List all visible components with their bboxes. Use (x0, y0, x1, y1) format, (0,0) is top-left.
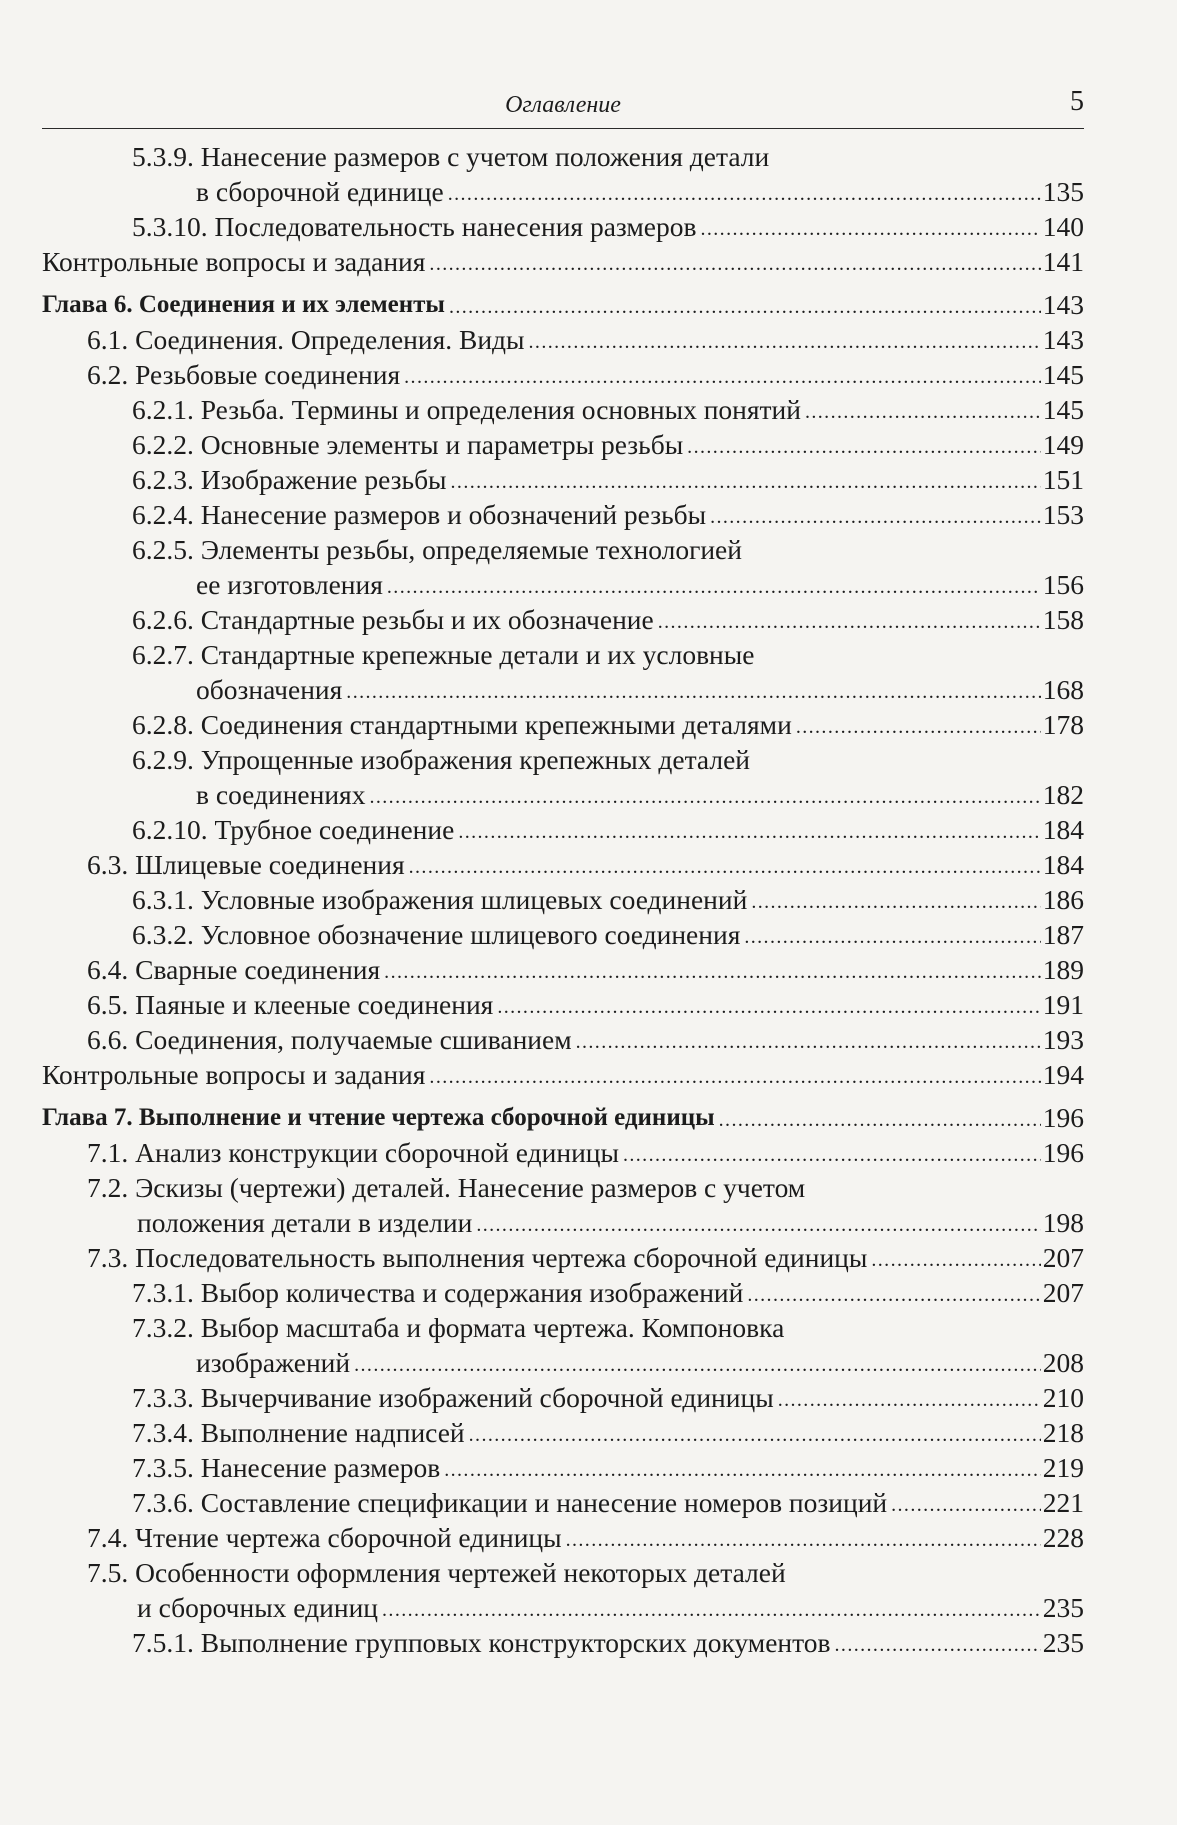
toc-entry-number: 6.2.8. (132, 709, 194, 740)
toc-entry-page: 153 (1042, 499, 1084, 530)
dot-leader (871, 1240, 1040, 1275)
table-of-contents (42, 139, 1084, 1660)
toc-entry-number: 6.4. (87, 954, 129, 985)
dot-leader (658, 602, 1041, 637)
dot-leader (778, 1380, 1041, 1415)
toc-entry-number: 7.3.1. (132, 1277, 194, 1308)
toc-entry-title: Шлицевые соединения (135, 849, 405, 880)
dot-leader (476, 1205, 1040, 1240)
toc-entry[interactable] (42, 567, 1084, 602)
toc-entry-page: 196 (1042, 1102, 1084, 1133)
toc-entry-label (87, 1022, 572, 1057)
toc-entry-title: Анализ конструкции сборочной единицы (135, 1137, 619, 1168)
toc-entry[interactable] (42, 1520, 1084, 1555)
toc-entry[interactable] (42, 462, 1084, 497)
toc-entry[interactable] (42, 1345, 1084, 1380)
toc-entry-title: Нанесение размеров (200, 1452, 441, 1483)
toc-entry-title: Соединения стандартными крепежными деталями (200, 709, 792, 740)
toc-entry-title: Глава 7. Выполнение и чтение чертежа сборочной единицы (42, 1104, 715, 1131)
toc-entry-number: 7.3.2. (132, 1312, 194, 1343)
dot-leader (382, 1590, 1041, 1625)
dot-leader (700, 209, 1040, 244)
toc-entry-number: 6.2.3. (132, 464, 194, 495)
toc-entry-page: 191 (1042, 989, 1084, 1020)
toc-entry-number: 6.5. (87, 989, 129, 1020)
dot-leader (805, 392, 1041, 427)
toc-entry-label (132, 882, 747, 917)
toc-entry-number: 6.2.1. (132, 394, 194, 425)
toc-entry-title: Соединения. Определения. Виды (135, 324, 525, 355)
toc-entry-label (87, 1520, 562, 1555)
dot-leader (835, 1625, 1041, 1660)
toc-entry-page: 168 (1042, 674, 1084, 705)
toc-entry[interactable] (42, 1485, 1084, 1520)
toc-entry[interactable] (42, 1022, 1084, 1057)
toc-entry[interactable] (42, 392, 1084, 427)
toc-entry[interactable] (42, 812, 1084, 847)
toc-entry-title: Чтение чертежа сборочной единицы (135, 1522, 562, 1553)
dot-leader (458, 812, 1040, 847)
toc-entry-title: Выполнение групповых конструкторских документов (200, 1627, 831, 1658)
toc-entry-page: 143 (1042, 289, 1084, 320)
toc-entry-label (132, 602, 654, 637)
toc-entry[interactable] (42, 497, 1084, 532)
toc-entry-number: 6.2.10. (132, 814, 208, 845)
toc-entry-title: Сварные соединения (135, 954, 381, 985)
toc-entry-page: 149 (1042, 429, 1084, 460)
toc-entry-page: 135 (1042, 176, 1084, 207)
toc-entry-page: 198 (1042, 1207, 1084, 1238)
toc-entry-page: 186 (1042, 884, 1084, 915)
toc-entry-label (132, 392, 801, 427)
toc-entry-number: 5.3.9. (132, 141, 194, 172)
toc-entry-title: Последовательность нанесения размеров (214, 211, 697, 242)
toc-entry-title: Стандартные крепежные детали и их условные (200, 639, 755, 670)
toc-entry-label (132, 1415, 465, 1450)
dot-leader (409, 847, 1041, 882)
toc-entry-title: Резьбовые соединения (135, 359, 401, 390)
toc-entry-label (132, 427, 683, 462)
toc-entry-number: 7.3.3. (132, 1382, 194, 1413)
toc-entry[interactable] (42, 1415, 1084, 1450)
toc-entry-page: 182 (1042, 779, 1084, 810)
dot-leader (687, 427, 1041, 462)
toc-entry-continuation: обозначения (196, 674, 343, 705)
dot-leader (448, 174, 1041, 209)
toc-entry[interactable] (42, 209, 1084, 244)
toc-entry-label (42, 1100, 715, 1135)
toc-entry-number: 7.3.5. (132, 1452, 194, 1483)
toc-entry-label (132, 209, 696, 244)
toc-entry-page: 218 (1042, 1417, 1084, 1448)
toc-entry-page: 145 (1042, 394, 1084, 425)
toc-entry-title: Паяные и клееные соединения (135, 989, 494, 1020)
toc-entry[interactable] (42, 357, 1084, 392)
toc-entry[interactable] (42, 707, 1084, 742)
toc-entry-title: Условное обозначение шлицевого соединения (200, 919, 741, 950)
toc-entry-page: 184 (1042, 849, 1084, 880)
toc-entry-label (132, 1275, 743, 1310)
toc-entry-continuation: в сборочной единице (196, 176, 444, 207)
toc-entry[interactable] (42, 1450, 1084, 1485)
toc-entry-number: 7.2. (87, 1172, 129, 1203)
toc-entry-title: Выбор количества и содержания изображений (200, 1277, 744, 1308)
toc-entry-number: 6.3. (87, 849, 129, 880)
dot-leader (497, 987, 1040, 1022)
toc-entry-label (87, 987, 493, 1022)
dot-leader (451, 462, 1041, 497)
toc-entry-page: 228 (1042, 1522, 1084, 1553)
toc-entry-label (132, 462, 447, 497)
toc-entry-page: 207 (1042, 1242, 1084, 1273)
toc-entry-label (42, 1057, 425, 1092)
toc-entry-title: Условные изображения шлицевых соединений (200, 884, 748, 915)
toc-entry[interactable] (42, 952, 1084, 987)
toc-entry[interactable] (42, 917, 1084, 952)
toc-entry-number: 6.2.4. (132, 499, 194, 530)
dot-leader (529, 322, 1041, 357)
toc-entry[interactable] (42, 322, 1084, 357)
toc-entry-number: 7.1. (87, 1137, 129, 1168)
toc-entry-label (87, 952, 380, 987)
dot-leader (796, 707, 1041, 742)
toc-entry-title: Изображение резьбы (200, 464, 447, 495)
toc-entry-page: 141 (1042, 246, 1084, 277)
toc-entry[interactable] (42, 1057, 1084, 1092)
toc-entry-line (42, 637, 1084, 672)
toc-entry-label (132, 812, 454, 847)
toc-entry-title: Глава 6. Соединения и их элементы (42, 291, 445, 318)
toc-entry[interactable] (42, 174, 1084, 209)
toc-entry-label (132, 1380, 774, 1415)
toc-entry-page: 193 (1042, 1024, 1084, 1055)
toc-entry[interactable] (42, 602, 1084, 637)
toc-entry[interactable] (42, 1380, 1084, 1415)
toc-entry-page: 151 (1042, 464, 1084, 495)
toc-entry-line (42, 1170, 1084, 1205)
toc-entry-title: Контрольные вопросы и задания (42, 1059, 426, 1090)
toc-entry-page: 219 (1042, 1452, 1084, 1483)
toc-entry-number: 7.5.1. (132, 1627, 194, 1658)
toc-entry-line (42, 1310, 1084, 1345)
toc-entry-title: Последовательность выполнения чертежа сборочной единицы (135, 1242, 868, 1273)
toc-entry-title: Эскизы (чертежи) деталей. Нанесение размеров с учетом (135, 1172, 806, 1203)
header-title: Оглавление (505, 92, 621, 118)
toc-entry-number: 7.3. (87, 1242, 129, 1273)
toc-entry-title: Нанесение размеров и обозначений резьбы (200, 499, 707, 530)
toc-entry-label (87, 847, 405, 882)
toc-entry-number: 6.2.9. (132, 744, 194, 775)
dot-leader (429, 1057, 1040, 1092)
toc-entry[interactable] (42, 1625, 1084, 1660)
toc-entry[interactable] (42, 244, 1084, 279)
toc-entry[interactable] (42, 987, 1084, 1022)
toc-entry-number: 7.3.4. (132, 1417, 194, 1448)
toc-chapter-entry[interactable] (42, 1100, 1084, 1135)
toc-entry[interactable] (42, 1240, 1084, 1275)
toc-entry-page: 158 (1042, 604, 1084, 635)
dot-leader (369, 777, 1040, 812)
toc-entry-label (132, 1625, 831, 1660)
toc-entry-number: 6.2.5. (132, 534, 194, 565)
dot-leader (751, 882, 1040, 917)
toc-entry-number: 6.2.6. (132, 604, 194, 635)
toc-entry-title: Выбор масштаба и формата чертежа. Компоновка (200, 1312, 785, 1343)
toc-entry[interactable] (42, 1590, 1084, 1625)
toc-entry-number: 7.5. (87, 1557, 129, 1588)
toc-entry-page: 189 (1042, 954, 1084, 985)
dot-leader (346, 672, 1040, 707)
toc-entry-label (87, 357, 400, 392)
toc-entry-continuation: и сборочных единиц (137, 1592, 379, 1623)
dot-leader (469, 1415, 1041, 1450)
dot-leader (354, 1345, 1041, 1380)
toc-entry-number: 6.2.2. (132, 429, 194, 460)
toc-entry[interactable] (42, 847, 1084, 882)
toc-entry[interactable] (42, 1205, 1084, 1240)
toc-entry-number: 6.3.2. (132, 919, 194, 950)
dot-leader (623, 1135, 1041, 1170)
toc-entry-label (132, 1485, 887, 1520)
toc-entry-label (87, 1135, 619, 1170)
dot-leader (891, 1485, 1041, 1520)
toc-entry-continuation: изображений (196, 1347, 351, 1378)
toc-entry-label (132, 707, 792, 742)
toc-entry-page: 140 (1042, 211, 1084, 242)
toc-entry-label (132, 917, 740, 952)
toc-entry-title: Резьба. Термины и определения основных понятий (200, 394, 801, 425)
toc-entry[interactable] (42, 777, 1084, 812)
toc-entry-title: Выполнение надписей (200, 1417, 465, 1448)
toc-entry-title: Стандартные резьбы и их обозначение (200, 604, 654, 635)
toc-entry-title: Составление спецификации и нанесение номеров позиций (200, 1487, 888, 1518)
toc-entry-title: Упрощенные изображения крепежных деталей (200, 744, 751, 775)
toc-entry[interactable] (42, 1275, 1084, 1310)
toc-entry-page: 184 (1042, 814, 1084, 845)
toc-entry[interactable] (42, 882, 1084, 917)
toc-entry-page: 145 (1042, 359, 1084, 390)
dot-leader (404, 357, 1041, 392)
toc-entry-continuation: ее изготовления (196, 569, 383, 600)
toc-entry-page: 208 (1042, 1347, 1084, 1378)
toc-entry-number: 6.1. (87, 324, 129, 355)
toc-entry-label (132, 1450, 440, 1485)
header-page-number: 5 (1070, 86, 1084, 117)
dot-leader (429, 244, 1040, 279)
toc-entry-label (132, 497, 706, 532)
dot-leader (710, 497, 1041, 532)
toc-entry-label (87, 1240, 867, 1275)
toc-entry-number: 5.3.10. (132, 211, 208, 242)
toc-entry-title: Соединения, получаемые сшиванием (135, 1024, 572, 1055)
toc-entry-line (42, 532, 1084, 567)
toc-entry-page: 194 (1042, 1059, 1084, 1090)
dot-leader (747, 1275, 1040, 1310)
toc-entry-title: Контрольные вопросы и задания (42, 246, 426, 277)
toc-chapter-entry[interactable] (42, 287, 1084, 322)
toc-entry-page: 235 (1042, 1627, 1084, 1658)
toc-entry-page: 235 (1042, 1592, 1084, 1623)
toc-entry-label (42, 287, 445, 322)
toc-entry-page: 210 (1042, 1382, 1084, 1413)
toc-entry-page: 187 (1042, 919, 1084, 950)
toc-entry-continuation: в соединениях (196, 779, 366, 810)
toc-entry-title: Элементы резьбы, определяемые технологией (200, 534, 742, 565)
toc-entry-page: 196 (1042, 1137, 1084, 1168)
toc-entry-number: 6.2. (87, 359, 129, 390)
toc-entry-line (42, 1555, 1084, 1590)
running-header (42, 86, 1084, 129)
dot-leader (719, 1100, 1041, 1135)
toc-entry-number: 6.6. (87, 1024, 129, 1055)
toc-entry-label (42, 244, 425, 279)
dot-leader (744, 917, 1040, 952)
toc-entry-number: 6.3.1. (132, 884, 194, 915)
toc-entry-page: 143 (1042, 324, 1084, 355)
toc-entry-page: 221 (1042, 1487, 1084, 1518)
toc-entry-title: Особенности оформления чертежей некоторых деталей (135, 1557, 786, 1588)
dot-leader (449, 287, 1041, 322)
toc-entry-line (42, 139, 1084, 174)
toc-entry-label (87, 322, 525, 357)
toc-entry-title: Вычерчивание изображений сборочной единицы (200, 1382, 774, 1413)
toc-entry-number: 7.4. (87, 1522, 129, 1553)
toc-entry-page: 207 (1042, 1277, 1084, 1308)
toc-entry-number: 6.2.7. (132, 639, 194, 670)
dot-leader (444, 1450, 1041, 1485)
toc-entry-title: Трубное соединение (214, 814, 455, 845)
dot-leader (384, 952, 1041, 987)
dot-leader (576, 1022, 1041, 1057)
toc-entry[interactable] (42, 427, 1084, 462)
toc-entry[interactable] (42, 1135, 1084, 1170)
toc-entry-title: Основные элементы и параметры резьбы (200, 429, 684, 460)
toc-entry-page: 178 (1042, 709, 1084, 740)
dot-leader (566, 1520, 1041, 1555)
toc-entry-line (42, 742, 1084, 777)
toc-entry-continuation: положения детали в изделии (137, 1207, 473, 1238)
toc-entry[interactable] (42, 672, 1084, 707)
toc-entry-number: 7.3.6. (132, 1487, 194, 1518)
dot-leader (387, 567, 1041, 602)
toc-entry-page: 156 (1042, 569, 1084, 600)
toc-entry-title: Нанесение размеров с учетом положения детали (200, 141, 770, 172)
